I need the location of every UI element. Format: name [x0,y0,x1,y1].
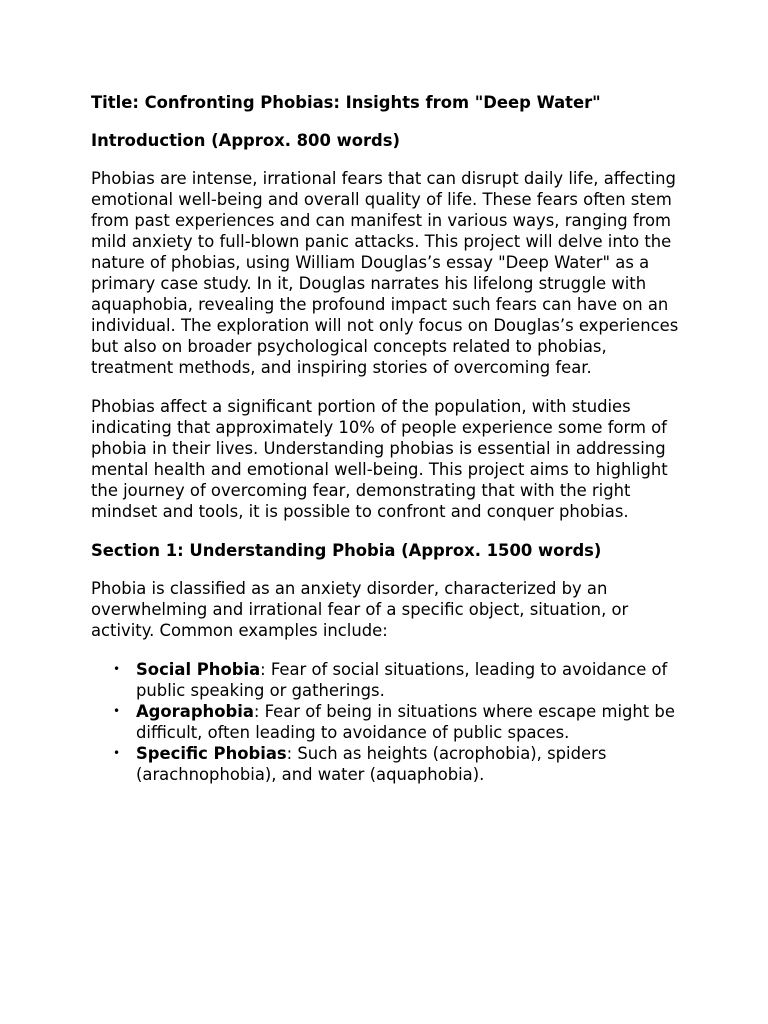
list-item-term: Specific Phobias [136,744,287,763]
phobia-examples-list [91,659,688,785]
list-item [136,659,688,701]
section-1-heading: Section 1: Understanding Phobia (Approx. 1500 words) [91,541,602,560]
section-1-paragraph: Phobia is classified as an anxiety disorder, characterized by an overwhelming and irrational fear of a specific object, situation, or activity. Common examples include: [91,579,629,640]
list-item-text: : Fear of social situations, leading to avoidance of public speaking or gatherings. [136,660,668,700]
list-item-term: Agoraphobia [136,702,254,721]
introduction-heading: Introduction (Approx. 800 words) [91,131,401,150]
list-item-text: : Such as heights (acrophobia), spiders (arachnophobia), and water (aquaphobia). [136,744,607,784]
list-item [136,701,688,743]
introduction-paragraph-1: Phobias are intense, irrational fears that can disrupt daily life, affecting emotional well-being and overall quality of life. These fears often stem from past experiences and can manifest in various ways, ranging from mild anxiety to full-blown panic attacks. This project will delve into the nature of phobias, using William Douglas’s essay "Deep Water" as a primary case study. In it, Douglas narrates his lifelong struggle with aquaphobia, revealing the profound impact such fears can have on an individual. The exploration will not only focus on Douglas’s experiences but also on broader psychological concepts related to phobias, treatment methods, and inspiring stories of overcoming fear. [91,169,679,377]
list-item-term: Social Phobia [136,660,261,679]
introduction-paragraph-2: Phobias affect a significant portion of the population, with studies indicating that approximately 10% of people experience some form of phobia in their lives. Understanding phobias is essential in addressing mental health and emotional well-being. This project aims to highlight the journey of overcoming fear, demonstrating that with the right mindset and tools, it is possible to confront and conquer phobias. [91,397,668,521]
document-title: Title: Confronting Phobias: Insights from "Deep Water" [91,93,601,112]
list-item [136,743,688,785]
list-item-text: : Fear of being in situations where escape might be difficult, often leading to avoidance of public spaces. [136,702,675,742]
